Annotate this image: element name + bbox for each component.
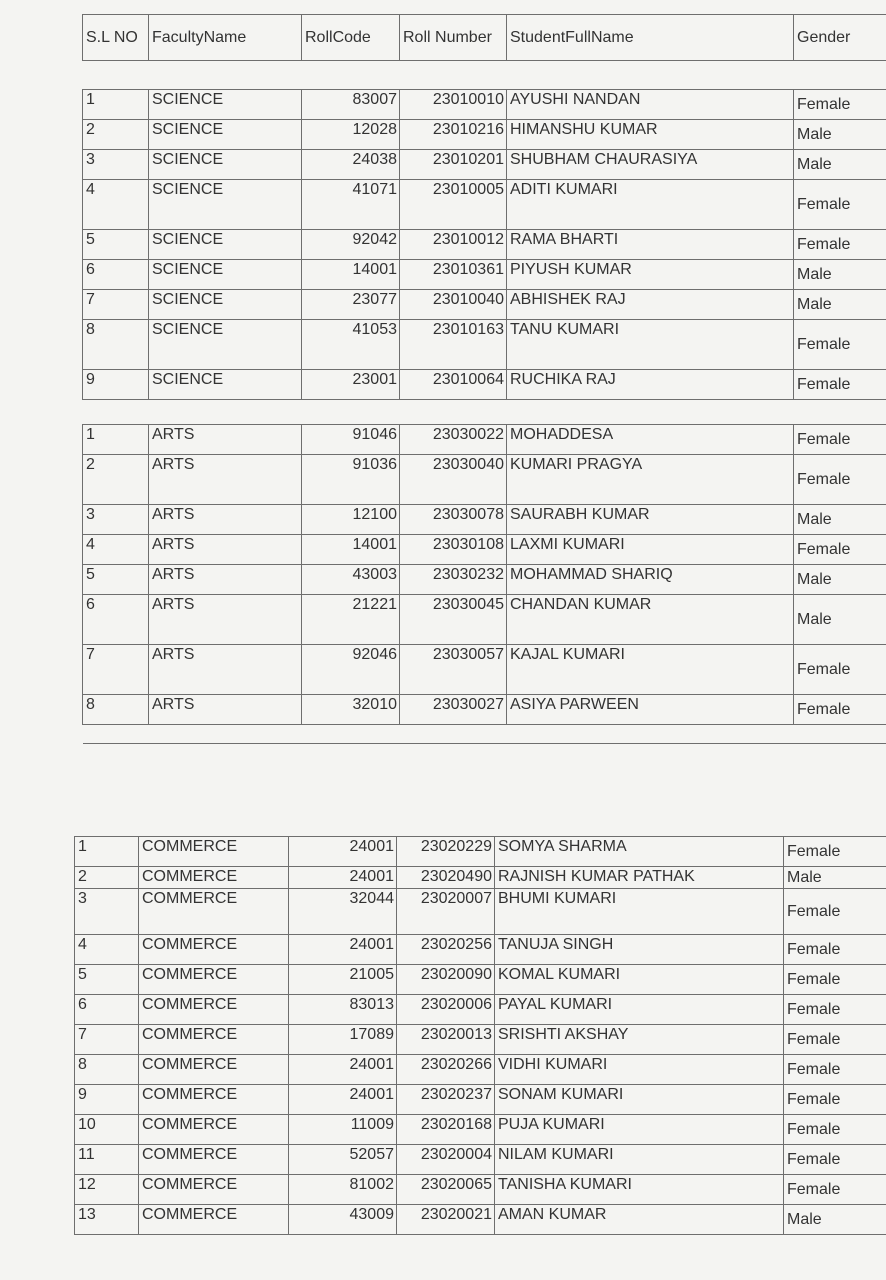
cell-faculty-name: ARTS	[149, 505, 302, 535]
table-row	[83, 180, 886, 230]
cell-faculty-name: ARTS	[149, 595, 302, 645]
table-row	[83, 535, 886, 565]
cell-student-full-name: SHUBHAM CHAURASIYA	[507, 150, 794, 180]
cell-faculty-name: COMMERCE	[139, 995, 289, 1025]
cell-roll-code: 21221	[302, 595, 400, 645]
cell-student-full-name: KAJAL KUMARI	[507, 645, 794, 695]
cell-roll-code: 12028	[302, 120, 400, 150]
cell-roll-number: 23020256	[397, 935, 495, 965]
cell-faculty-name: COMMERCE	[139, 867, 289, 889]
cell-roll-code: 81002	[289, 1175, 397, 1205]
table-row	[83, 370, 886, 400]
cell-roll-code: 83007	[302, 90, 400, 120]
cell-faculty-name: SCIENCE	[149, 230, 302, 260]
cell-faculty-name: COMMERCE	[139, 965, 289, 995]
cell-gender: Female	[794, 230, 886, 260]
cell-gender: Male	[794, 120, 886, 150]
cell-roll-number: 23030232	[400, 565, 507, 595]
table-row	[83, 455, 886, 505]
cell-roll-code: 24001	[289, 935, 397, 965]
cell-gender: Male	[794, 505, 886, 535]
cell-faculty-name: ARTS	[149, 565, 302, 595]
cell-roll-number: 23010010	[400, 90, 507, 120]
table-row	[83, 505, 886, 535]
cell-gender: Male	[794, 260, 886, 290]
cell-sl-no: 6	[83, 595, 149, 645]
table-row	[75, 1145, 886, 1175]
cell-roll-number: 23020090	[397, 965, 495, 995]
cell-student-full-name: SONAM KUMARI	[495, 1085, 784, 1115]
cell-sl-no: 9	[75, 1085, 139, 1115]
cell-gender: Female	[784, 1085, 886, 1115]
cell-gender: Female	[794, 535, 886, 565]
cell-roll-number: 23010064	[400, 370, 507, 400]
table-row	[83, 695, 886, 725]
cell-gender: Female	[794, 455, 886, 505]
cell-student-full-name: PUJA KUMARI	[495, 1115, 784, 1145]
table-row	[75, 889, 886, 935]
cell-roll-number: 23030040	[400, 455, 507, 505]
separator-row	[83, 400, 886, 425]
results-table-science-arts	[82, 14, 886, 744]
table-row	[75, 1055, 886, 1085]
cell-roll-code: 91046	[302, 425, 400, 455]
cell-gender: Female	[784, 1145, 886, 1175]
cell-roll-number: 23020229	[397, 837, 495, 867]
cell-gender: Male	[794, 565, 886, 595]
cell-roll-code: 32010	[302, 695, 400, 725]
cell-sl-no: 3	[83, 505, 149, 535]
cell-gender: Male	[794, 150, 886, 180]
cell-student-full-name: AYUSHI NANDAN	[507, 90, 794, 120]
table-row	[83, 565, 886, 595]
cell-roll-number: 23030022	[400, 425, 507, 455]
science-section	[83, 90, 886, 400]
cell-sl-no: 7	[83, 645, 149, 695]
cell-sl-no: 4	[75, 935, 139, 965]
separator-row	[83, 725, 886, 744]
header-student-full-name: StudentFullName	[507, 15, 794, 61]
table-row	[83, 120, 886, 150]
cell-roll-code: 41071	[302, 180, 400, 230]
cell-sl-no: 1	[83, 425, 149, 455]
cell-sl-no: 8	[83, 695, 149, 725]
header-sl-no: S.L NO	[83, 15, 149, 61]
cell-faculty-name: SCIENCE	[149, 290, 302, 320]
cell-faculty-name: SCIENCE	[149, 150, 302, 180]
cell-gender: Female	[794, 695, 886, 725]
cell-faculty-name: COMMERCE	[139, 1205, 289, 1235]
cell-faculty-name: SCIENCE	[149, 370, 302, 400]
results-table-commerce	[74, 836, 886, 1235]
table-header-row	[83, 15, 886, 61]
cell-faculty-name: COMMERCE	[139, 837, 289, 867]
cell-sl-no: 5	[75, 965, 139, 995]
cell-faculty-name: COMMERCE	[139, 1145, 289, 1175]
table-row	[75, 867, 886, 889]
cell-student-full-name: BHUMI KUMARI	[495, 889, 784, 935]
cell-roll-number: 23020004	[397, 1145, 495, 1175]
table-row	[83, 150, 886, 180]
cell-roll-number: 23010163	[400, 320, 507, 370]
table-row	[75, 837, 886, 867]
cell-gender: Female	[784, 1055, 886, 1085]
cell-roll-code: 24038	[302, 150, 400, 180]
cell-roll-code: 43009	[289, 1205, 397, 1235]
cell-roll-number: 23030057	[400, 645, 507, 695]
cell-faculty-name: COMMERCE	[139, 1055, 289, 1085]
table-row	[75, 1025, 886, 1055]
cell-roll-number: 23020021	[397, 1205, 495, 1235]
cell-roll-number: 23010040	[400, 290, 507, 320]
cell-roll-code: 21005	[289, 965, 397, 995]
cell-student-full-name: HIMANSHU KUMAR	[507, 120, 794, 150]
cell-sl-no: 1	[83, 90, 149, 120]
cell-gender: Female	[794, 370, 886, 400]
table-row	[83, 595, 886, 645]
cell-roll-code: 24001	[289, 837, 397, 867]
cell-sl-no: 1	[75, 837, 139, 867]
header-roll-code: RollCode	[302, 15, 400, 61]
cell-faculty-name: COMMERCE	[139, 1025, 289, 1055]
cell-faculty-name: SCIENCE	[149, 90, 302, 120]
cell-sl-no: 8	[83, 320, 149, 370]
table-row	[75, 1175, 886, 1205]
cell-student-full-name: SOMYA SHARMA	[495, 837, 784, 867]
cell-roll-code: 92046	[302, 645, 400, 695]
table-row	[75, 965, 886, 995]
cell-faculty-name: SCIENCE	[149, 180, 302, 230]
cell-sl-no: 3	[75, 889, 139, 935]
cell-sl-no: 7	[83, 290, 149, 320]
cell-gender: Male	[794, 290, 886, 320]
cell-gender: Male	[794, 595, 886, 645]
cell-student-full-name: TANUJA SINGH	[495, 935, 784, 965]
cell-roll-number: 23010361	[400, 260, 507, 290]
cell-roll-code: 52057	[289, 1145, 397, 1175]
cell-sl-no: 4	[83, 180, 149, 230]
cell-student-full-name: ABHISHEK RAJ	[507, 290, 794, 320]
cell-sl-no: 7	[75, 1025, 139, 1055]
cell-student-full-name: ADITI KUMARI	[507, 180, 794, 230]
cell-sl-no: 8	[75, 1055, 139, 1085]
cell-roll-number: 23030027	[400, 695, 507, 725]
cell-roll-code: 91036	[302, 455, 400, 505]
cell-roll-number: 23010005	[400, 180, 507, 230]
cell-gender: Female	[784, 1175, 886, 1205]
cell-roll-number: 23010012	[400, 230, 507, 260]
cell-roll-code: 92042	[302, 230, 400, 260]
cell-sl-no: 9	[83, 370, 149, 400]
cell-faculty-name: COMMERCE	[139, 1175, 289, 1205]
cell-student-full-name: MOHADDESA	[507, 425, 794, 455]
cell-sl-no: 4	[83, 535, 149, 565]
table-row	[83, 230, 886, 260]
cell-faculty-name: ARTS	[149, 535, 302, 565]
cell-gender: Female	[784, 1115, 886, 1145]
cell-roll-code: 23077	[302, 290, 400, 320]
cell-student-full-name: RAMA BHARTI	[507, 230, 794, 260]
header-roll-number: Roll Number	[400, 15, 507, 61]
cell-roll-code: 17089	[289, 1025, 397, 1055]
cell-roll-number: 23020065	[397, 1175, 495, 1205]
cell-student-full-name: ASIYA PARWEEN	[507, 695, 794, 725]
cell-gender: Male	[784, 1205, 886, 1235]
cell-roll-code: 32044	[289, 889, 397, 935]
cell-faculty-name: COMMERCE	[139, 1115, 289, 1145]
cell-roll-code: 41053	[302, 320, 400, 370]
table-row	[75, 1085, 886, 1115]
header-gender: Gender	[794, 15, 886, 61]
cell-student-full-name: KUMARI PRAGYA	[507, 455, 794, 505]
cell-roll-code: 24001	[289, 1055, 397, 1085]
cell-roll-code: 11009	[289, 1115, 397, 1145]
cell-roll-code: 83013	[289, 995, 397, 1025]
cell-gender: Female	[784, 995, 886, 1025]
arts-section	[83, 425, 886, 725]
cell-gender: Female	[794, 645, 886, 695]
table-row	[83, 90, 886, 120]
cell-roll-number: 23020013	[397, 1025, 495, 1055]
cell-roll-number: 23010201	[400, 150, 507, 180]
cell-roll-code: 23001	[302, 370, 400, 400]
table-row	[83, 425, 886, 455]
cell-gender: Female	[794, 425, 886, 455]
cell-gender: Female	[784, 965, 886, 995]
separator-row	[83, 61, 886, 90]
cell-student-full-name: RAJNISH KUMAR PATHAK	[495, 867, 784, 889]
cell-roll-code: 24001	[289, 867, 397, 889]
cell-student-full-name: LAXMI KUMARI	[507, 535, 794, 565]
cell-student-full-name: KOMAL KUMARI	[495, 965, 784, 995]
cell-faculty-name: SCIENCE	[149, 120, 302, 150]
cell-sl-no: 10	[75, 1115, 139, 1145]
table-row	[83, 320, 886, 370]
cell-roll-code: 24001	[289, 1085, 397, 1115]
cell-sl-no: 6	[83, 260, 149, 290]
cell-roll-number: 23020168	[397, 1115, 495, 1145]
cell-gender: Female	[784, 889, 886, 935]
table-row	[75, 935, 886, 965]
cell-gender: Female	[784, 1025, 886, 1055]
cell-faculty-name: ARTS	[149, 425, 302, 455]
cell-roll-code: 14001	[302, 535, 400, 565]
cell-faculty-name: ARTS	[149, 645, 302, 695]
cell-faculty-name: SCIENCE	[149, 260, 302, 290]
cell-sl-no: 11	[75, 1145, 139, 1175]
cell-roll-number: 23030045	[400, 595, 507, 645]
cell-faculty-name: COMMERCE	[139, 1085, 289, 1115]
commerce-section	[75, 837, 886, 1235]
cell-student-full-name: AMAN KUMAR	[495, 1205, 784, 1235]
table-row	[75, 1115, 886, 1145]
table-row	[75, 995, 886, 1025]
table-row	[83, 260, 886, 290]
cell-sl-no: 5	[83, 565, 149, 595]
cell-student-full-name: PAYAL KUMARI	[495, 995, 784, 1025]
cell-faculty-name: ARTS	[149, 455, 302, 505]
cell-student-full-name: CHANDAN KUMAR	[507, 595, 794, 645]
cell-faculty-name: SCIENCE	[149, 320, 302, 370]
cell-roll-code: 43003	[302, 565, 400, 595]
cell-sl-no: 2	[83, 455, 149, 505]
cell-sl-no: 2	[83, 120, 149, 150]
cell-gender: Male	[784, 867, 886, 889]
cell-sl-no: 3	[83, 150, 149, 180]
cell-faculty-name: COMMERCE	[139, 935, 289, 965]
cell-roll-number: 23030078	[400, 505, 507, 535]
cell-student-full-name: SRISHTI AKSHAY	[495, 1025, 784, 1055]
cell-faculty-name: ARTS	[149, 695, 302, 725]
cell-student-full-name: PIYUSH KUMAR	[507, 260, 794, 290]
cell-roll-number: 23020237	[397, 1085, 495, 1115]
cell-student-full-name: TANU KUMARI	[507, 320, 794, 370]
table-row	[75, 1205, 886, 1235]
cell-student-full-name: TANISHA KUMARI	[495, 1175, 784, 1205]
cell-gender: Female	[784, 935, 886, 965]
cell-student-full-name: SAURABH KUMAR	[507, 505, 794, 535]
cell-gender: Female	[794, 320, 886, 370]
cell-gender: Female	[794, 180, 886, 230]
cell-faculty-name: COMMERCE	[139, 889, 289, 935]
cell-roll-number: 23020266	[397, 1055, 495, 1085]
cell-gender: Female	[794, 90, 886, 120]
cell-student-full-name: MOHAMMAD SHARIQ	[507, 565, 794, 595]
header-faculty-name: FacultyName	[149, 15, 302, 61]
cell-sl-no: 12	[75, 1175, 139, 1205]
cell-sl-no: 5	[83, 230, 149, 260]
cell-roll-number: 23030108	[400, 535, 507, 565]
cell-sl-no: 6	[75, 995, 139, 1025]
cell-roll-number: 23020006	[397, 995, 495, 1025]
cell-roll-number: 23020490	[397, 867, 495, 889]
cell-sl-no: 2	[75, 867, 139, 889]
cell-roll-code: 14001	[302, 260, 400, 290]
cell-student-full-name: RUCHIKA RAJ	[507, 370, 794, 400]
cell-student-full-name: NILAM KUMARI	[495, 1145, 784, 1175]
cell-gender: Female	[784, 837, 886, 867]
table-row	[83, 290, 886, 320]
cell-roll-number: 23020007	[397, 889, 495, 935]
cell-roll-number: 23010216	[400, 120, 507, 150]
cell-sl-no: 13	[75, 1205, 139, 1235]
table-row	[83, 645, 886, 695]
cell-student-full-name: VIDHI KUMARI	[495, 1055, 784, 1085]
cell-roll-code: 12100	[302, 505, 400, 535]
